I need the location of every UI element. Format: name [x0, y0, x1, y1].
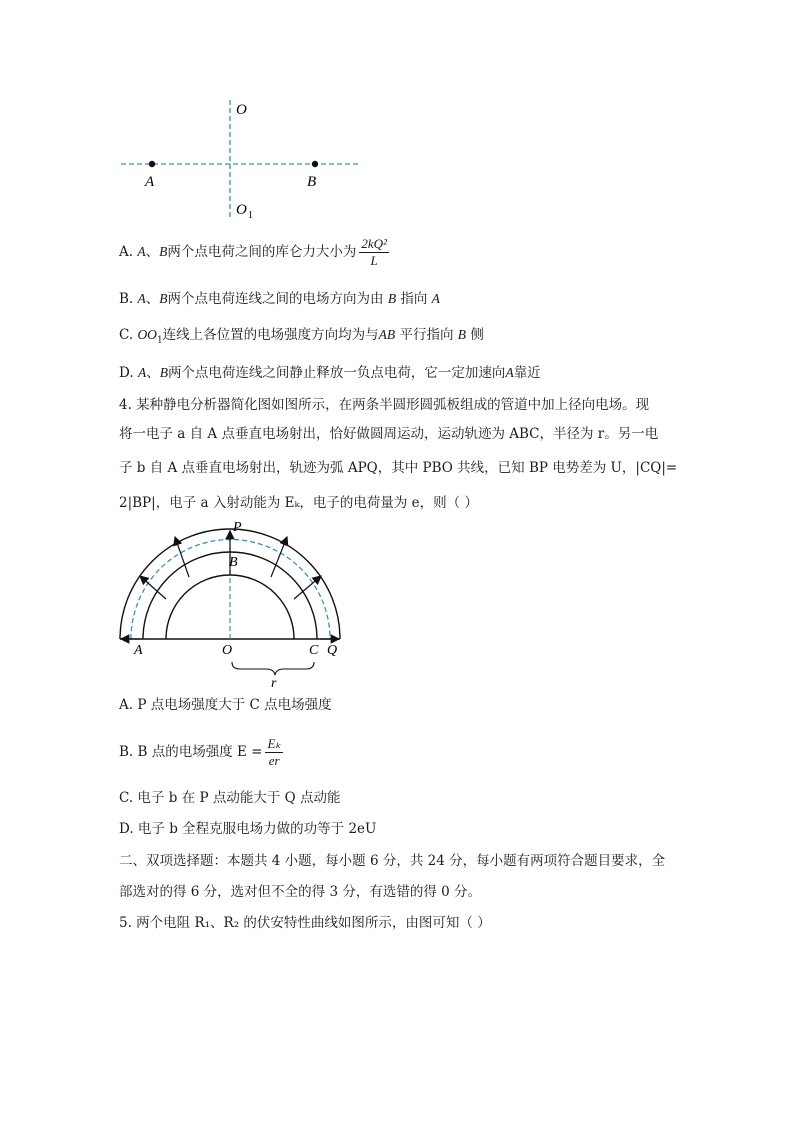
q4-option-c: C. 电子 b 在 P 点动能大于 Q 点动能 [119, 790, 341, 806]
label-p: P [233, 520, 242, 535]
var-b: B [159, 244, 168, 259]
var-b: B [457, 327, 467, 342]
option-text: 侧 [470, 327, 484, 343]
label-o: O [236, 102, 247, 118]
q5-stem: 5. 两个电阻 R₁、R₂ 的伏安特性曲线如图所示，由图可知（ ） [119, 915, 491, 931]
section2-line-2: 部选对的得 6 分，选对但不全的得 3 分，有选错的得 0 分。 [119, 884, 482, 900]
label-b: B [307, 174, 317, 190]
q4-stem-line-4: 2|BP|，电子 a 入射动能为 Eₖ，电子的电荷量为 e，则（ ） [119, 495, 478, 511]
field-arrow [175, 537, 189, 577]
var-a: A [137, 244, 146, 259]
var-b: B [387, 291, 397, 306]
analyzer-figure [0, 515, 794, 690]
var-b: B [159, 291, 168, 306]
charges-figure [0, 90, 794, 320]
field-arrow [294, 576, 321, 599]
option-text: 两个点电荷之间的库仑力大小为 [167, 244, 357, 260]
option-text: 两个点电荷连线之间的电场方向为由 [167, 291, 384, 307]
option-prefix: B. [119, 291, 138, 307]
var-a: A [505, 365, 514, 380]
label-o1: O [236, 202, 247, 218]
label-q: Q [327, 643, 338, 658]
var-b: B [159, 365, 168, 380]
label-o: O [222, 643, 233, 658]
fraction-numerator: 2kQ² [361, 236, 387, 251]
label-o1-sub: 1 [248, 210, 253, 221]
separator: 、 [145, 244, 160, 260]
q4-stem-line-3: 子 b 自 A 点垂直电场射出，轨迹为弧 APQ，其中 PBO 共线，已知 BP 电势差为 U，|CQ|= [119, 460, 678, 476]
label-a: A [145, 174, 155, 190]
coulomb-fraction [359, 236, 389, 269]
var-a: A [137, 365, 147, 380]
q4-option-a: A. P 点电场强度大于 C 点电场强度 [119, 697, 332, 713]
section2-line-1: 二、双项选择题：本题共 4 小题，每小题 6 分，共 24 分，每小题有两项符合题目要求，全 [119, 853, 666, 869]
q3-option-a [119, 236, 389, 269]
q4-option-d: D. 电子 b 全程克服电场力做的功等于 2eU [119, 821, 377, 837]
option-text: 靠近 [513, 365, 541, 381]
q4-stem-line-1: 4. 某种静电分析器简化图如图所示，在两条半圆形圆弧板组成的管道中加上径向电场。现 [119, 397, 650, 413]
label-r: r [271, 676, 277, 690]
q4-option-b [119, 736, 283, 769]
var-ab: AB [378, 327, 396, 342]
var-a: A [137, 291, 146, 306]
q3-option-b [119, 290, 440, 308]
fraction-numerator: Eₖ [267, 736, 281, 751]
charge-b-dot [312, 161, 318, 167]
option-text: 连线上各位置的电场强度方向均为与 [162, 327, 379, 343]
option-prefix: D. [119, 365, 138, 381]
option-prefix: C. [119, 327, 138, 343]
var-a: A [431, 291, 440, 306]
label-b: B [229, 555, 238, 570]
separator: 、 [146, 365, 160, 381]
label-c: C [309, 643, 319, 658]
option-prefix: A. [119, 244, 138, 260]
label-a: A [134, 643, 143, 658]
separator: 、 [145, 291, 160, 307]
q3-option-c [119, 326, 484, 350]
fraction-denominator: L [370, 253, 378, 268]
field-fraction [265, 736, 282, 769]
option-text: 平行指向 [399, 327, 454, 343]
option-text: B. B 点的电场强度 E = [119, 744, 263, 760]
charge-a-dot [149, 161, 155, 167]
fraction-denominator: er [268, 753, 280, 768]
option-text: 指向 [400, 291, 428, 307]
option-text: 两个点电荷连线之间静止释放一负点电荷，它一定加速向 [167, 365, 506, 381]
field-arrow [140, 576, 166, 599]
q4-stem-line-2: 将一电子 a 自 A 点垂直电场射出，恰好做圆周运动，运动轨迹为 ABC，半径为 r。另一电 [119, 426, 659, 442]
q3-option-d [119, 364, 541, 382]
subscript: 1 [156, 335, 163, 346]
radius-brace [232, 662, 314, 675]
var-oo: OO [137, 327, 157, 342]
